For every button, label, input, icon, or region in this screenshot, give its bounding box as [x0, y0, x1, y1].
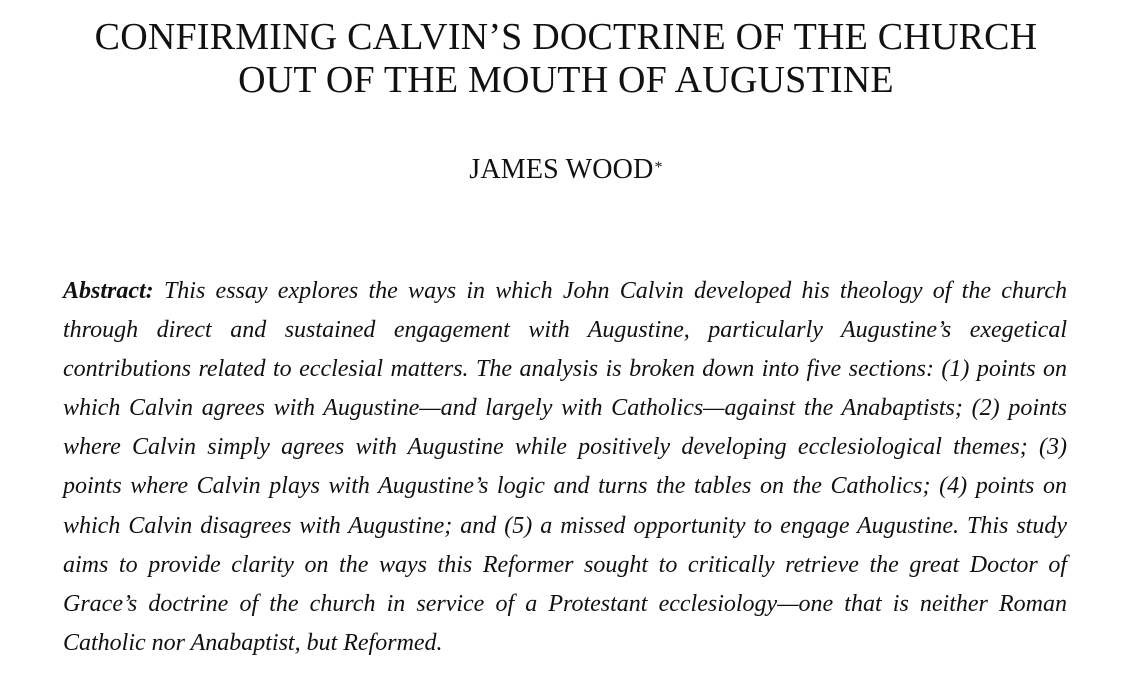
abstract-label: Abstract: [63, 278, 154, 304]
title-line-1: CONFIRMING CALVIN’S DOCTRINE OF THE CHURCH [94, 16, 1038, 58]
author-footnote-mark[interactable]: * [654, 159, 663, 176]
paper-title [0, 16, 1132, 102]
abstract-paragraph [63, 272, 1067, 663]
title-line-2: OUT OF THE MOUTH OF AUGUSTINE [238, 59, 894, 101]
author-name: JAMES WOOD [469, 154, 654, 185]
author-line [0, 152, 1132, 188]
abstract-text: This essay explores the ways in which John Calvin developed his theology of the church through direct and sustained engagement with Augustine, particularly Augustine’s exegetical contributions related to ecclesial matters. The analysis is broken down into five sections: (1) points on which Calvin agrees with Augustine—and largely with Catholics—against the Anabaptists; (2) points where Calvin simply agrees with Augustine while positively developing ecclesiological themes; (3) points where Calvin plays with Augustine’s logic and turns the tables on the Catholics; (4) points on which Calvin disagrees with Augustine; and (5) a missed opportunity to engage Augustine. This study aims to provide clarity on the ways this Reformer sought to critically retrieve the great Doctor of Grace’s doctrine of the church in service of a Protestant ecclesiology—one that is neither Roman Catholic nor Anabaptist, but Reformed. [63, 278, 1067, 656]
